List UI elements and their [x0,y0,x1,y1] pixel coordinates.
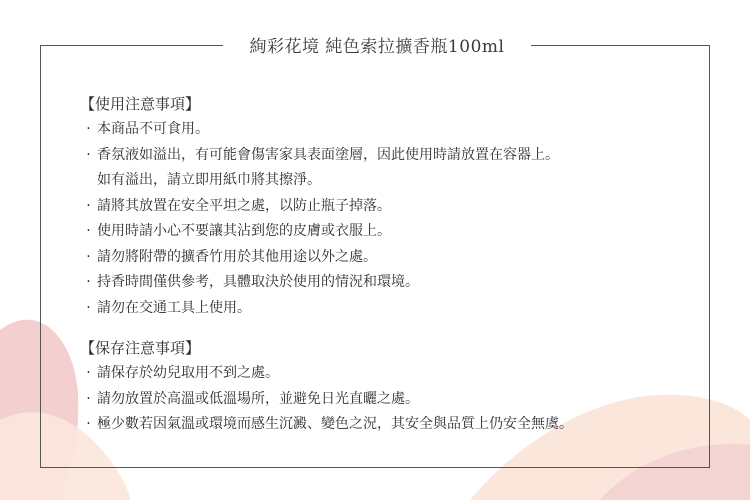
frame-top-line-right [531,45,710,46]
bullet-dot: · [86,248,91,265]
notice-item [80,117,700,143]
section-heading: 【保存注意事項】 [80,339,201,357]
notice-item [80,361,700,387]
notice-item [80,387,700,413]
notice-text: 持香時間僅供參考，具體取決於使用的情況和環境。 [97,274,419,290]
usage-notes-section [80,92,700,321]
notice-item [80,194,700,220]
bullet-dot: · [86,390,91,407]
bullet-dot: · [86,416,91,432]
product-title: 絢彩花境 純色索拉擴香瓶100ml [249,37,505,57]
notice-text: 請勿將附帶的擴香竹用於其他用途以外之處。 [97,248,377,265]
frame-top-line-left [40,45,223,46]
notice-item [80,270,700,296]
notice-text: 香氛液如溢出，有可能會傷害家具表面塗層，因此使用時請放置在容器上。 [97,146,559,163]
notice-text: 請保存於幼兒取用不到之處。 [97,365,279,381]
notice-item [80,412,700,438]
storage-notes-section [80,336,700,438]
bullet-dot: · [86,121,91,137]
bullet-dot: · [86,299,91,316]
notice-text-continued: 如有溢出，請立即用紙巾將其擦淨。 [97,172,321,188]
notice-item [80,143,700,194]
notice-text: 請勿放置於高溫或低溫場所，並避免日光直曬之處。 [97,390,419,407]
bullet-dot: · [86,197,91,214]
bullet-dot: · [86,365,91,381]
notice-text: 極少數若因氣溫或環境而感生沉澱、變色之況，其安全與品質上仍安全無虞。 [97,416,573,432]
notice-text: 使用時請小心不要讓其沾到您的皮膚或衣服上。 [97,223,391,239]
notice-item [80,219,700,245]
notice-item [80,296,700,322]
bullet-dot: · [86,223,91,239]
bullet-dot: · [86,274,91,290]
notice-text: 請勿在交通工具上使用。 [97,299,251,316]
section-gap [80,321,700,336]
bullet-dot: · [86,146,91,163]
notice-text: 請將其放置在安全平坦之處，以防止瓶子掉落。 [97,197,391,214]
notice-item [80,245,700,271]
section-heading: 【使用注意事項】 [80,95,201,113]
notice-content [80,92,700,438]
notice-text: 本商品不可食用。 [97,121,209,137]
